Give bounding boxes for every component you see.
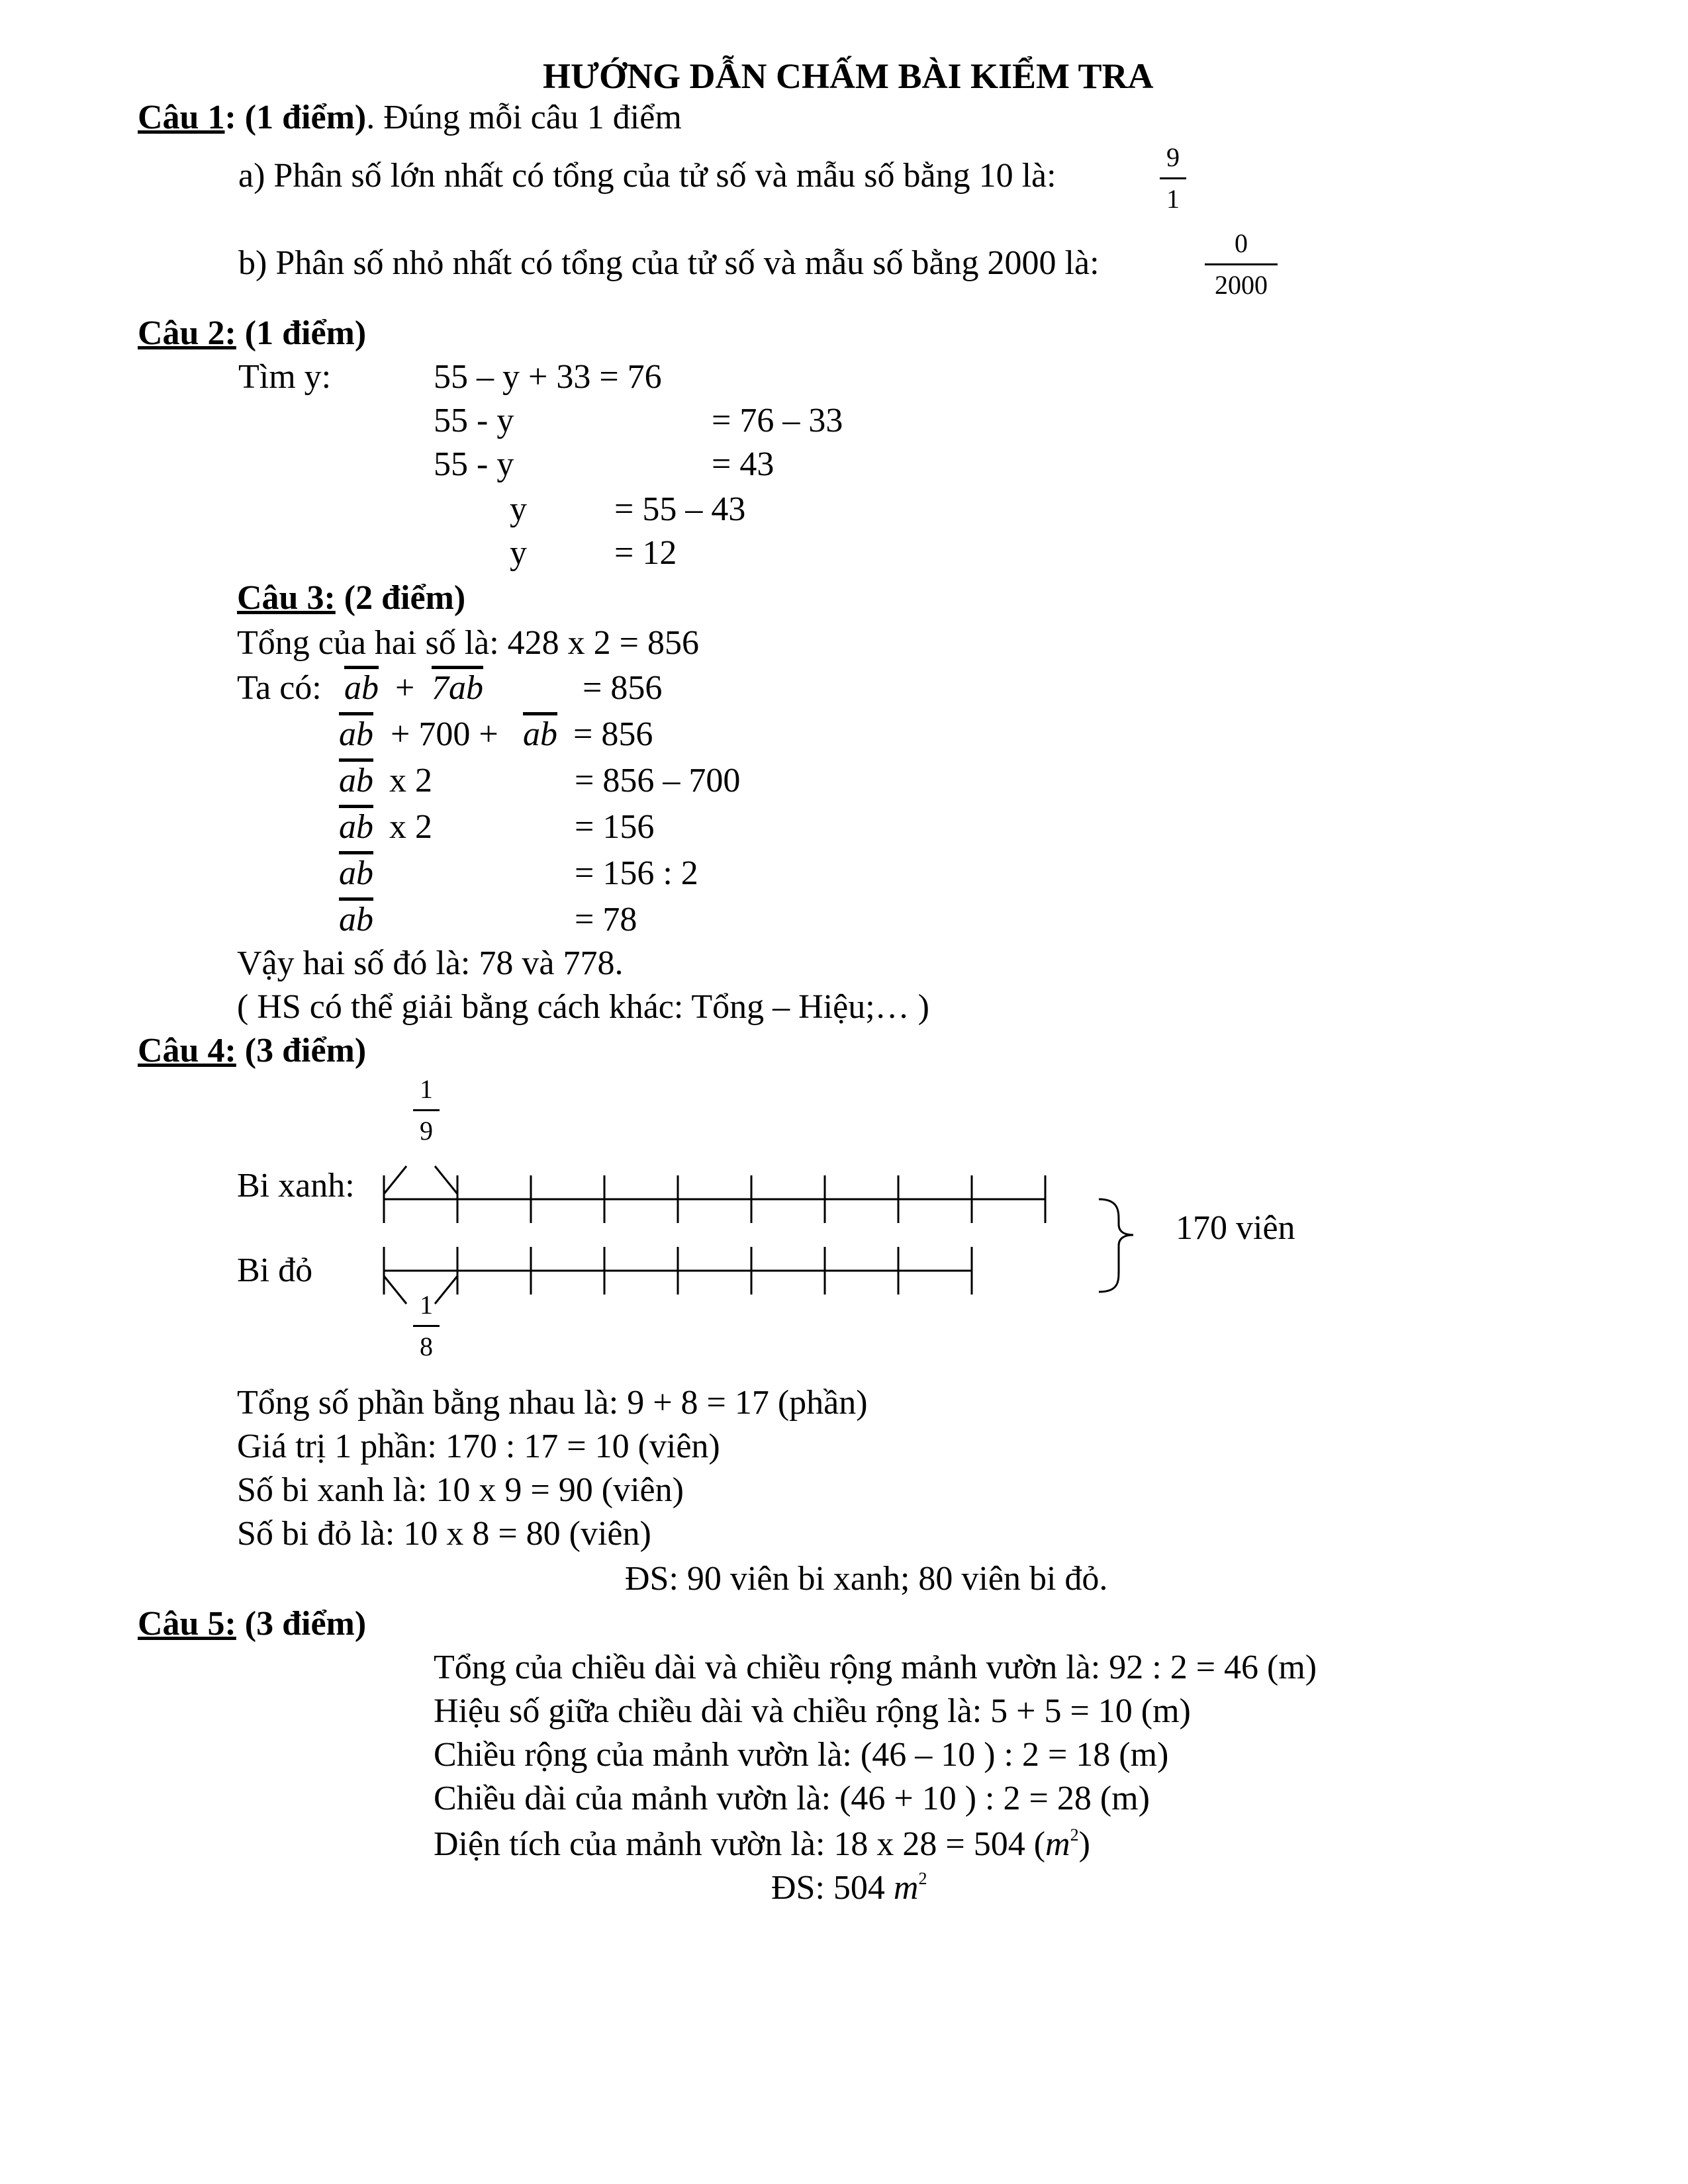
q4-green-denominator: 9 (413, 1109, 440, 1144)
q5-points: (3 điểm) (244, 1605, 367, 1643)
q5-step5 (434, 1827, 1090, 1862)
q2-find: Tìm y: (238, 358, 332, 396)
q3-x2-1: x 2 (389, 762, 432, 799)
q4-red-label: Bi đỏ (237, 1251, 313, 1289)
q3-7ab: 7ab (432, 669, 483, 707)
q2-line2-right: = 76 – 33 (712, 402, 843, 439)
q3-ab-5: $\overline{ab}$ (339, 808, 373, 846)
q5-step5-text: Diện tích của mảnh vườn là: 18 x 28 = 504 ( (434, 1825, 1046, 1863)
page-title: HƯỚNG DẪN CHẤM BÀI KIỂM TRA (543, 56, 1154, 96)
q2-line4-left: y (510, 490, 527, 528)
q2-line5-left: y (510, 534, 527, 572)
q3-x2-2: x 2 (389, 808, 432, 846)
q5-heading (138, 1607, 366, 1641)
q1-a-text: a) Phân số lớn nhất có tổng của tử số và mẫu số bằng 10 là: (238, 157, 1056, 195)
q3-r3: = 856 – 700 (575, 762, 741, 799)
q1-label: Câu 1 (138, 99, 225, 136)
q3-r2-mid: + 700 + (391, 715, 498, 753)
q3-note: ( HS có thể giải bằng cách khác: Tổng – Hiệu;… ) (237, 988, 929, 1026)
q5-unit-m: m (1045, 1825, 1070, 1863)
q3-plus: + (395, 669, 415, 707)
q1-b-denominator: 2000 (1205, 263, 1278, 298)
q4-step3: Số bi xanh là: 10 x 9 = 90 (viên) (237, 1471, 684, 1509)
q4-red-numerator: 1 (420, 1290, 433, 1320)
q2-label: Câu 2: (138, 314, 236, 352)
q3-points: (2 điểm) (344, 579, 466, 617)
q5-step4: Chiều dài của mảnh vườn là: (46 + 10 ) : 2 = 28 (m) (434, 1780, 1150, 1817)
q3-ab-7: $\overline{ab}$ (339, 901, 373, 938)
q2-line1: 55 – y + 33 = 76 (434, 358, 662, 396)
q1-a-numerator: 9 (1166, 142, 1180, 172)
q5-answer (771, 1870, 927, 1905)
q5-step1: Tổng của chiều dài và chiều rộng mảnh vườn là: 92 : 2 = 46 (m) (434, 1649, 1317, 1686)
q2-points: (1 điểm) (244, 314, 367, 352)
q4-step4: Số bi đỏ là: 10 x 8 = 80 (viên) (237, 1515, 651, 1553)
q1-b-numerator: 0 (1235, 228, 1248, 258)
q3-ab-2: $\overline{ab}$ (339, 715, 373, 753)
q2-line4-right: = 55 – 43 (614, 490, 746, 528)
q3-r5: = 156 : 2 (575, 854, 698, 892)
q3-ab-4: $\overline{ab}$ (339, 762, 373, 799)
q4-points: (3 điểm) (244, 1032, 367, 1069)
q2-line3-left: 55 - y (434, 445, 514, 483)
q3-r4: = 156 (575, 808, 655, 846)
q2-line5-right: = 12 (614, 534, 677, 572)
q1-b-text: b) Phân số nhỏ nhất có tổng của tử số và mẫu số bằng 2000 là: (238, 244, 1100, 282)
q5-answer-unit-m: m (893, 1869, 919, 1907)
total-brace (1099, 1199, 1133, 1292)
q3-ab-3: $\overline{ab}$ (523, 715, 557, 753)
q3-sum: Tổng của hai số là: 428 x 2 = 856 (237, 624, 699, 662)
q5-step5-close: ) (1078, 1825, 1090, 1863)
q2-line2-left: 55 - y (434, 402, 514, 439)
q1-a-denominator: 1 (1160, 177, 1186, 212)
green-part-marker-left (384, 1166, 406, 1194)
q5-step3: Chiều rộng của mảnh vườn là: (46 – 10 ) : 2 = 18 (m) (434, 1736, 1169, 1774)
q5-label: Câu 5: (138, 1605, 236, 1643)
q5-unit-sq: 2 (1070, 1825, 1079, 1844)
q4-step2: Giá trị 1 phần: 170 : 17 = 10 (viên) (237, 1428, 720, 1465)
green-part-marker-right (435, 1166, 457, 1194)
q5-step2: Hiệu số giữa chiều dài và chiều rộng là: 5 + 5 = 10 (m) (434, 1692, 1191, 1730)
q2-line3-right: = 43 (712, 445, 774, 483)
q4-label: Câu 4: (138, 1032, 236, 1069)
q3-r1: = 856 (583, 669, 663, 707)
q1-points: : (1 điểm) (224, 99, 367, 136)
red-part-marker-right (435, 1276, 457, 1304)
q5-answer-unit-sq: 2 (918, 1869, 927, 1888)
q3-ab-6: $\overline{ab}$ (339, 854, 373, 892)
q4-red-denominator: 8 (413, 1325, 440, 1360)
red-part-marker-left (384, 1276, 406, 1304)
q3-conclusion: Vậy hai số đó là: 78 và 778. (237, 944, 624, 982)
q1-note: . Đúng mỗi câu 1 điểm (366, 99, 682, 136)
q3-r6: = 78 (575, 901, 637, 938)
q5-answer-text: ĐS: 504 (771, 1869, 885, 1907)
q3-label: Câu 3: (237, 579, 336, 617)
q4-step1: Tổng số phần bằng nhau là: 9 + 8 = 17 (phần) (237, 1384, 868, 1422)
q4-green-numerator: 1 (420, 1074, 433, 1104)
q4-total: 170 viên (1176, 1209, 1295, 1247)
q3-taco: Ta có: (237, 669, 322, 707)
q3-r2: = 856 (573, 715, 653, 753)
q3-ab-1: $\overline{ab}$ (344, 669, 379, 707)
q4-answer: ĐS: 90 viên bi xanh; 80 viên bi đỏ. (625, 1560, 1108, 1598)
q4-green-label: Bi xanh: (237, 1167, 355, 1205)
